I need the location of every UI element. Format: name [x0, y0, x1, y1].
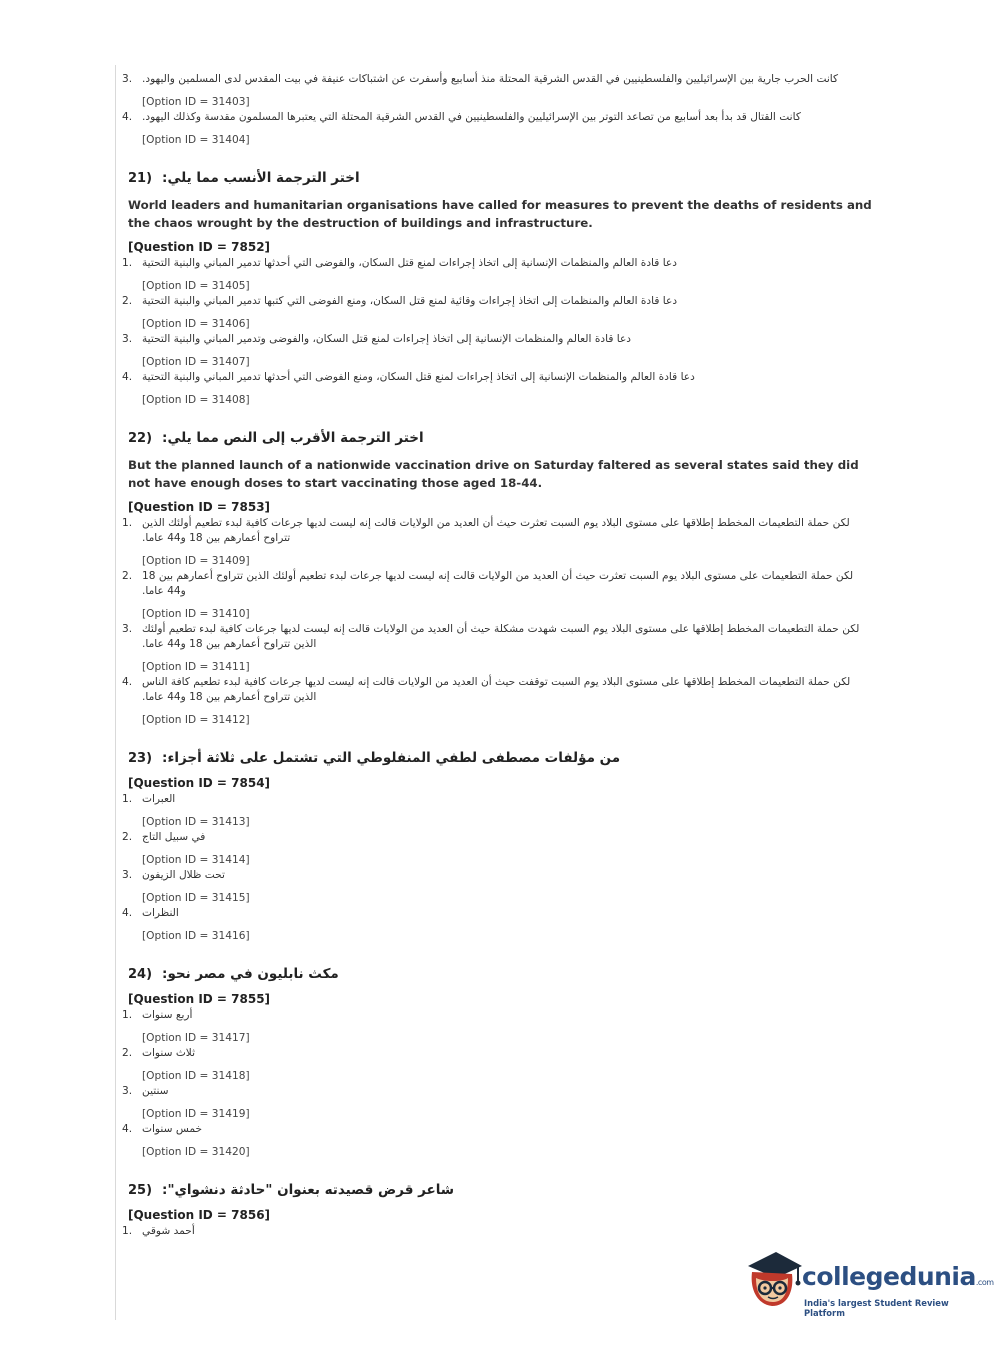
question-english-passage: But the planned launch of a nationwide vaccination drive on Saturday faltered as several states said they did not have enough doses to start vaccinating those aged 18-44.	[128, 458, 859, 490]
option-id: [Option ID = 31410]	[142, 608, 250, 620]
option-text: العبرات	[142, 793, 176, 805]
question-number: 24)	[128, 966, 153, 982]
option-text: كانت الحرب جارية بين الإسرائيليين والفلسطينيين في القدس الشرقية المحتلة منذ أسابيع وأسفرت عن اشتباكات عنيفة في بيت المقدس لدى المسلمين واليهود.	[142, 73, 839, 85]
option-id: [Option ID = 31418]	[142, 1070, 250, 1082]
option-number: 1.	[122, 1009, 133, 1021]
option-row	[122, 72, 882, 87]
question-number: 21)	[128, 170, 153, 186]
option-number: 3.	[122, 1085, 133, 1097]
option-id: [Option ID = 31405]	[142, 280, 250, 292]
option-row	[122, 622, 882, 652]
question-block	[122, 750, 882, 942]
option-id: [Option ID = 31415]	[142, 892, 250, 904]
option-id: [Option ID = 31413]	[142, 816, 250, 828]
option-text: دعا قادة العالم والمنظمات إلى اتخاذ إجراءات وقائية لمنع قتل السكان، ومنع الفوضى التي كتبها تدمير المباني والبنية التحتية	[142, 295, 678, 307]
option-text: ثلاث سنوات	[142, 1047, 196, 1059]
option-text: لكن حملة التطعيمات المخطط إطلاقها على مستوى البلاد يوم السبت توقفت حيث أن العديد من الولايات قالت إنه ليست لديها جرعات كافية لبدء تطعيم كافة الناس الذين تتراوح أعمارهم بين 18 و44 عاما.	[142, 676, 851, 703]
option-text: كانت القتال قد بدأ بعد أسابيع من تصاعد التوتر بين الإسرائيليين والفلسطينيين في القدس الشرقية المحتلة التي يعتبرها المسلمون مقدسة وكذلك اليهود.	[142, 111, 801, 123]
option-number: 3.	[122, 333, 133, 345]
option-row	[122, 1008, 882, 1023]
option-id: [Option ID = 31412]	[142, 714, 250, 726]
logo-wordmark	[802, 1262, 994, 1291]
option-id: [Option ID = 31414]	[142, 854, 250, 866]
option-id: [Option ID = 31420]	[142, 1146, 250, 1158]
option-row	[122, 906, 882, 921]
option-id: [Option ID = 31416]	[142, 930, 250, 942]
question-text: شاعر قرض قصيدته بعنوان "حادثة دنشواي":	[162, 1182, 455, 1198]
option-text: لكن حملة التطعيمات المخطط إطلاقها على مستوى البلاد يوم السبت شهدت مشكلة حيث أن العديد من الولايات قالت إنه ليست لديها جرعات كافية لبدء تطعيم أولئك الذين تتراوح أعمارهم بين 18 و44 عاما.	[142, 623, 860, 650]
option-id: [Option ID = 31408]	[142, 394, 250, 406]
option-number: 2.	[122, 1047, 133, 1059]
question-text: اختر الترجمة الأنسب مما يلي:	[162, 170, 360, 186]
option-id: [Option ID = 31417]	[142, 1032, 250, 1044]
option-number: 4.	[122, 111, 133, 123]
option-text: في سبيل التاج	[142, 831, 206, 843]
option-row	[122, 868, 882, 883]
option-row	[122, 110, 882, 125]
question-number: 23)	[128, 750, 153, 766]
option-number: 4.	[122, 1123, 133, 1135]
option-number: 1.	[122, 1225, 133, 1237]
question-english-passage: World leaders and humanitarian organisations have called for measures to prevent the deaths of residents and the chaos wrought by the destruction of buildings and infrastructure.	[128, 198, 872, 230]
question-heading	[128, 170, 882, 186]
questions-content	[122, 70, 882, 1248]
option-number: 2.	[122, 831, 133, 843]
logo-name-text: collegedunia	[802, 1262, 976, 1291]
option-text: النظرات	[142, 907, 179, 919]
option-row	[122, 332, 882, 347]
option-number: 1.	[122, 517, 133, 529]
option-text: لكن حملة التطعيمات على مستوى البلاد يوم السبت تعثرت حيث أن العديد من الولايات قالت إنه ليست لديها جرعات لبدء تطعيم أولئك الذين تتراوح أعمارهم بين 18 و44 عاما.	[142, 570, 854, 597]
option-text: أحمد شوقي	[142, 1225, 195, 1237]
question-block	[122, 1182, 882, 1239]
option-id: [Option ID = 31409]	[142, 555, 250, 567]
left-margin-rule	[115, 65, 116, 1320]
option-row	[122, 1046, 882, 1061]
option-text: أربع سنوات	[142, 1009, 193, 1021]
question-list	[122, 170, 882, 1239]
option-text: دعا قادة العالم والمنظمات الإنسانية إلى اتخاذ إجراءات لمنع قتل السكان، والفوضى التي أحدثها تدمير المباني والبنية التحتية	[142, 257, 677, 269]
option-row	[122, 1084, 882, 1099]
option-text: دعا قادة العالم والمنظمات الإنسانية إلى اتخاذ إجراءات لمنع قتل السكان، ومنع الفوضى التي أحدثها تدمير المباني والبنية التحتية	[142, 371, 695, 383]
option-row	[122, 370, 882, 385]
option-id: [Option ID = 31403]	[142, 96, 250, 108]
option-number: 4.	[122, 371, 133, 383]
option-number: 2.	[122, 295, 133, 307]
question-number: 25)	[128, 1182, 153, 1198]
option-row	[122, 516, 882, 546]
option-number: 3.	[122, 623, 133, 635]
question-text: مكث نابليون في مصر نحو:	[162, 966, 339, 982]
option-id: [Option ID = 31404]	[142, 134, 250, 146]
option-id: [Option ID = 31419]	[142, 1108, 250, 1120]
previous-question-options	[122, 72, 882, 146]
option-row	[122, 830, 882, 845]
option-row	[122, 1224, 882, 1239]
question-block	[122, 430, 882, 726]
option-text: دعا قادة العالم والمنظمات الإنسانية إلى اتخاذ إجراءات لمنع قتل السكان، والفوضى وتدمير المباني والبنية التحتية	[142, 333, 632, 345]
option-number: 4.	[122, 907, 133, 919]
question-heading	[128, 750, 882, 766]
option-text: خمس سنوات	[142, 1123, 203, 1135]
question-heading	[128, 966, 882, 982]
question-block	[122, 966, 882, 1158]
question-id: [Question ID = 7855]	[128, 992, 271, 1006]
option-number: 1.	[122, 257, 133, 269]
question-text: اختر الترجمة الأقرب إلى النص مما يلي:	[162, 430, 424, 446]
option-text: تحت ظلال الزيفون	[142, 869, 225, 881]
question-block	[122, 170, 882, 406]
option-id: [Option ID = 31407]	[142, 356, 250, 368]
mascot-icon	[742, 1248, 806, 1314]
question-number: 22)	[128, 430, 153, 446]
question-id: [Question ID = 7856]	[128, 1208, 271, 1222]
option-number: 3.	[122, 869, 133, 881]
option-row	[122, 569, 882, 599]
option-row	[122, 792, 882, 807]
option-number: 4.	[122, 676, 133, 688]
question-text: من مؤلفات مصطفى لطفي المنفلوطي التي تشتمل على ثلاثة أجزاء:	[162, 750, 621, 766]
option-row	[122, 256, 882, 271]
option-row	[122, 1122, 882, 1137]
option-row	[122, 294, 882, 309]
question-id: [Question ID = 7852]	[128, 240, 271, 254]
option-text: سنتين	[142, 1085, 169, 1097]
collegedunia-logo[interactable]	[742, 1248, 994, 1318]
question-id: [Question ID = 7854]	[128, 776, 271, 790]
question-heading	[128, 1182, 882, 1198]
logo-domain-suffix: .com	[975, 1278, 994, 1287]
option-text: لكن حملة التطعيمات المخطط إطلاقها على مستوى البلاد يوم السبت تعثرت حيث أن العديد من الولايات قالت إنه ليست لديها جرعات كافية لبدء تطعيم أولئك الذين تتراوح أعمارهم بين 18 و44 عاما.	[142, 517, 850, 544]
logo-tagline: India's largest Student Review Platform	[804, 1298, 949, 1318]
option-number: 1.	[122, 793, 133, 805]
question-id: [Question ID = 7853]	[128, 500, 271, 514]
option-number: 2.	[122, 570, 133, 582]
question-heading	[128, 430, 882, 446]
option-row	[122, 675, 882, 705]
option-id: [Option ID = 31411]	[142, 661, 250, 673]
option-id: [Option ID = 31406]	[142, 318, 250, 330]
option-number: 3.	[122, 73, 133, 85]
